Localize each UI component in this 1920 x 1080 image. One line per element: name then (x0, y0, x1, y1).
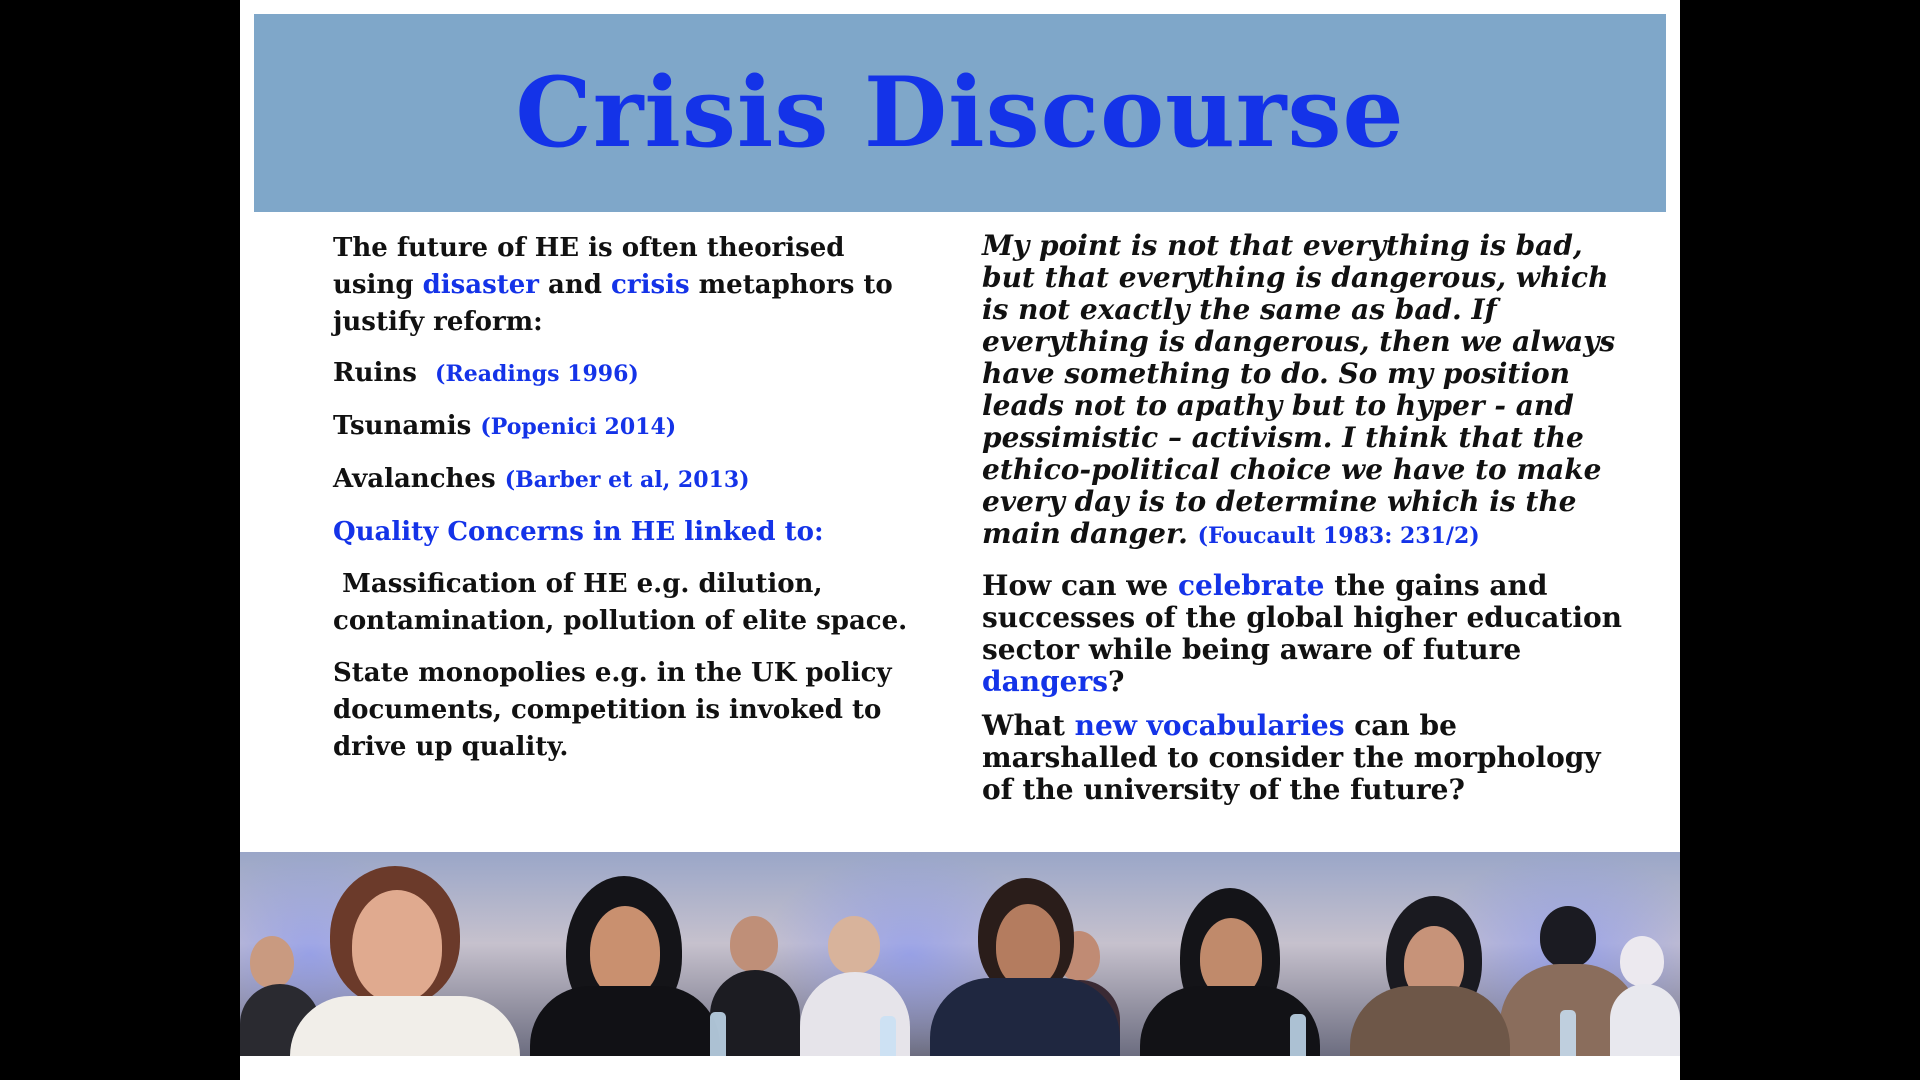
attendee-figure (530, 876, 720, 1056)
foucault-quote (982, 230, 1632, 552)
new-vocabularies-keyword: new vocabularies (1074, 709, 1345, 742)
quote-text: My point is not that everything is bad, but that everything is dangerous, which is not exactly the same as bad. If everything is dangerous, then we always have something to do. So my position leads not to apathy but to hyper - and pessimistic – activism. I think that the ethico-political choice we have to make every day is to determine which is the main danger. (982, 229, 1616, 550)
metaphor-item-tsunamis (333, 408, 933, 446)
metaphor-citation: (Popenici 2014) (480, 414, 677, 440)
crisis-keyword: crisis (611, 270, 690, 300)
right-column (982, 230, 1632, 806)
q1-text-2: the gains and successes of the global higher education sector while being aware of future (982, 569, 1622, 666)
water-bottle (1560, 1010, 1576, 1056)
dangers-keyword: dangers (982, 665, 1108, 698)
attendee-figure (1610, 936, 1680, 1056)
left-column (333, 230, 933, 781)
celebrate-question (982, 570, 1632, 698)
intro-text-and: and (539, 270, 612, 300)
water-bottle (880, 1016, 896, 1056)
metaphor-label: Tsunamis (333, 411, 472, 441)
intro-text-1: The future of HE is often theorised using (333, 233, 845, 300)
slide (240, 0, 1680, 1080)
intro-text-2: metaphors to justify reform: (333, 270, 893, 337)
title-bar (254, 14, 1666, 212)
metaphor-citation: (Barber et al, 2013) (504, 467, 750, 493)
q1-text-1: How can we (982, 569, 1178, 602)
metaphor-item-avalanches (333, 461, 933, 499)
state-monopolies-paragraph: State monopolies e.g. in the UK policy documents, competition is invoked to drive up quality. (333, 658, 892, 762)
vocabularies-question (982, 710, 1632, 806)
attendee-figure (930, 878, 1120, 1056)
disaster-keyword: disaster (422, 270, 539, 300)
quality-heading: Quality Concerns in HE linked to: (333, 517, 824, 547)
massification-paragraph: Massification of HE e.g. dilution, contamination, pollution of elite space. (333, 569, 908, 636)
attendee-figure (1350, 896, 1510, 1056)
q2-text-1: What (982, 709, 1075, 742)
attendee-figure (290, 866, 520, 1056)
water-bottle (710, 1012, 726, 1056)
q1-text-3: ? (1108, 665, 1125, 698)
celebrate-keyword: celebrate (1177, 569, 1325, 602)
metaphor-label: Avalanches (333, 464, 496, 494)
intro-paragraph (333, 230, 933, 341)
water-bottle (1290, 1014, 1306, 1056)
metaphor-label: Ruins (333, 358, 417, 388)
conference-audience-photo (240, 852, 1680, 1056)
metaphor-item-ruins (333, 355, 933, 393)
slide-title: Crisis Discourse (515, 56, 1405, 169)
metaphor-citation: (Readings 1996) (435, 361, 639, 387)
q2-text-2: can be marshalled to consider the morphology of the university of the future? (982, 709, 1601, 806)
quote-citation: (Foucault 1983: 231/2) (1197, 523, 1480, 549)
